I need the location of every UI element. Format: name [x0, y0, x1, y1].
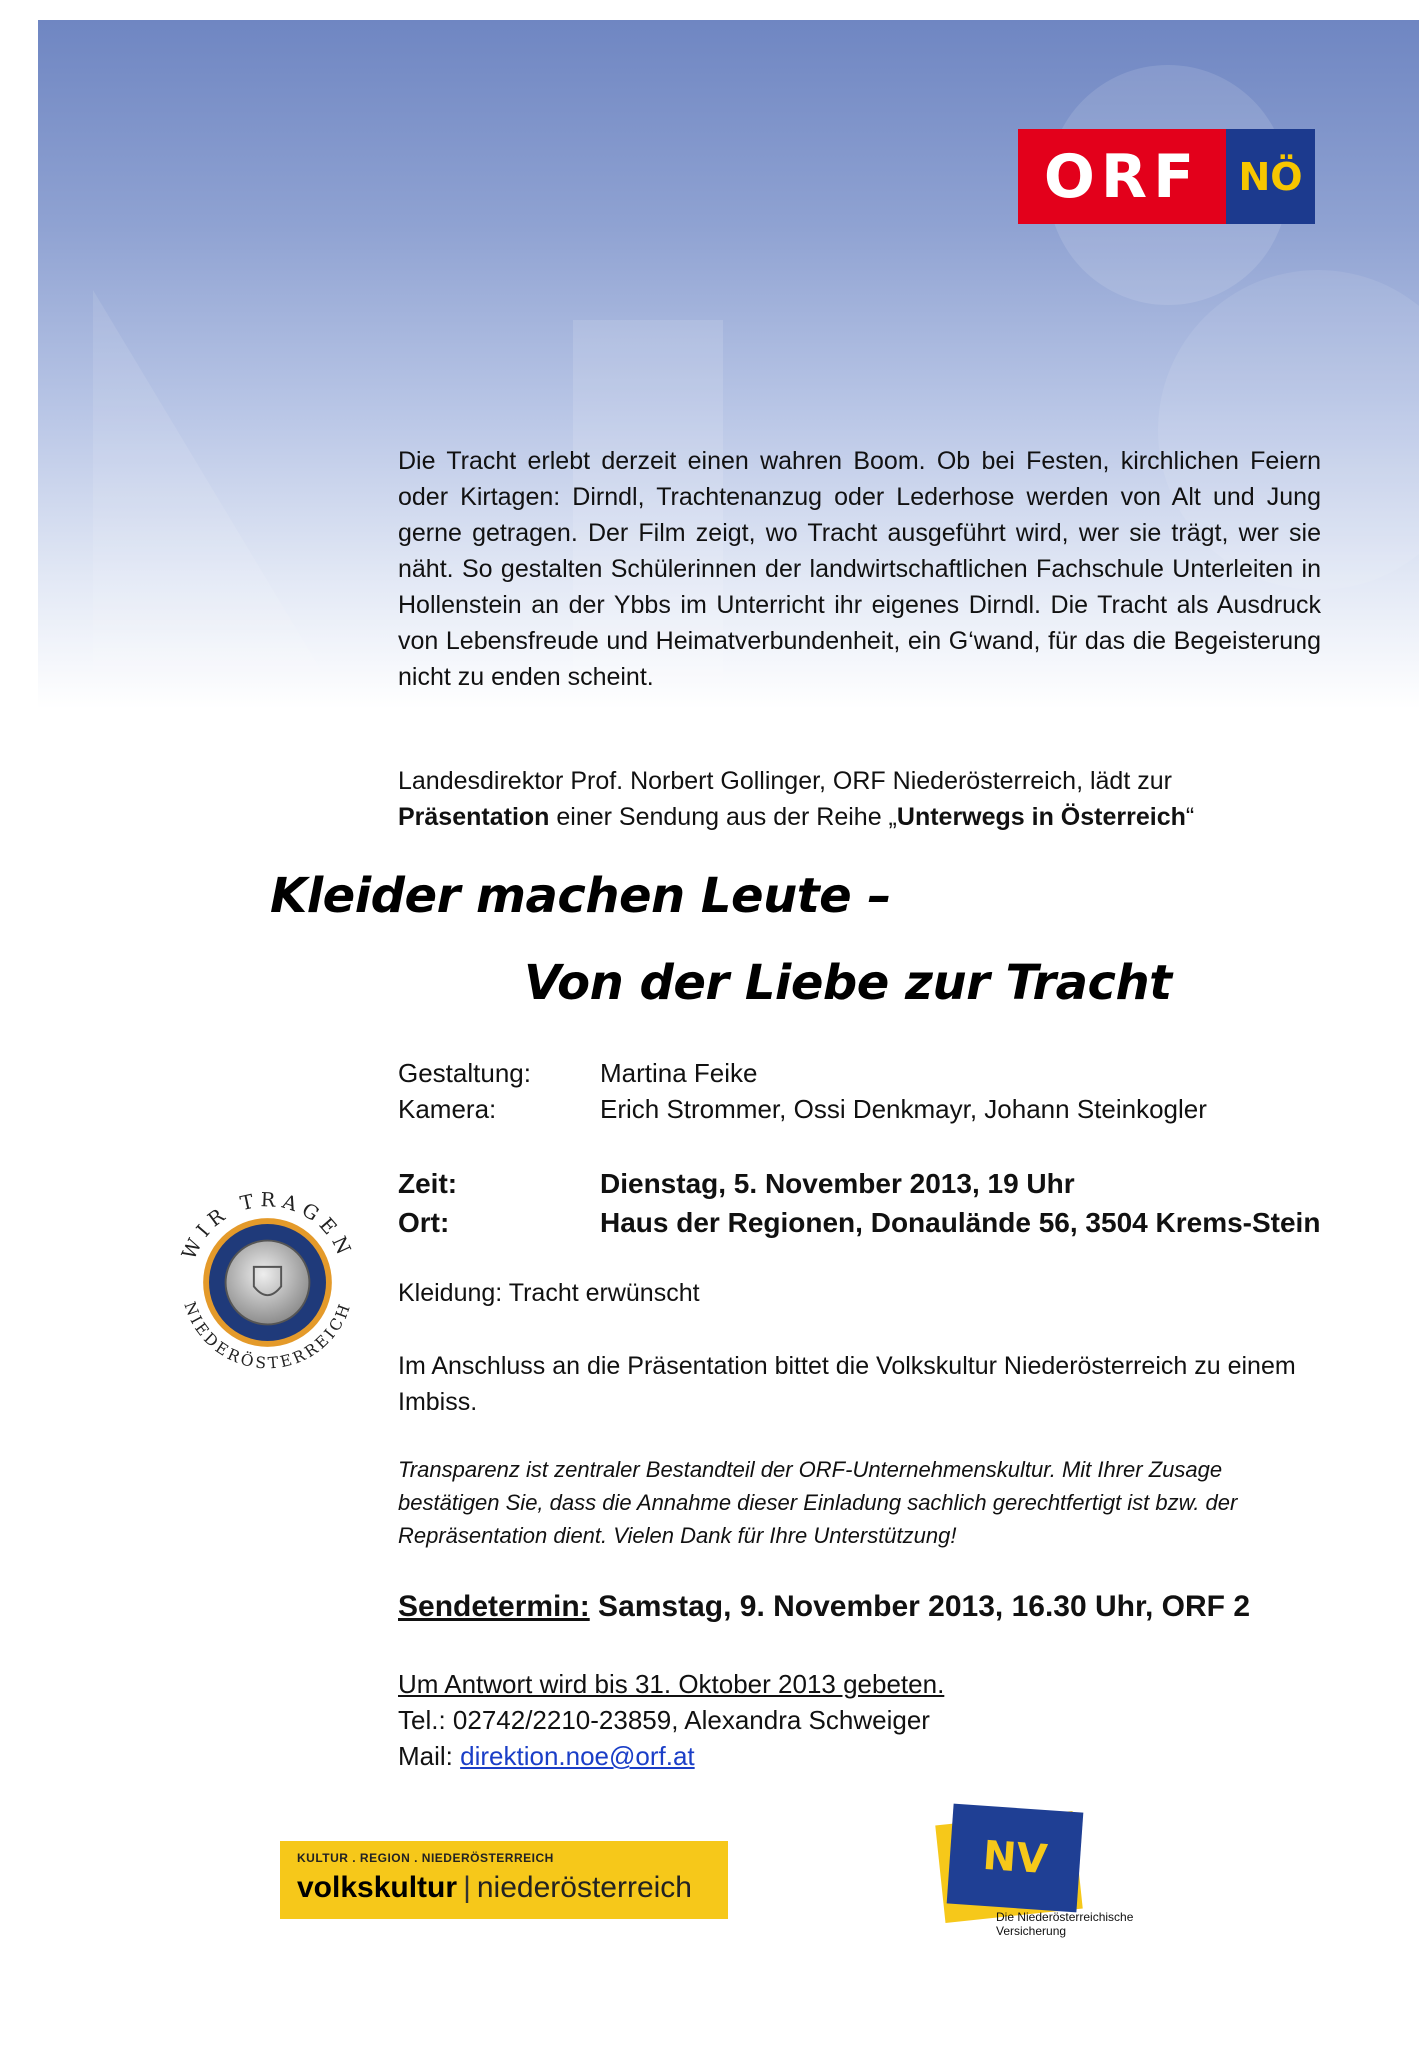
credit-row — [398, 1058, 758, 1089]
event-time-row — [398, 1168, 1075, 1200]
credit-value: Erich Strommer, Ossi Denkmayr, Johann Steinkogler — [600, 1094, 1207, 1124]
transparency-note: Transparenz ist zentraler Bestandteil der ORF-Unternehmenskultur. Mit Ihrer Zusage bestätigen Sie, dass die Annahme dieser Einladung sachlich gerechtfertigt ist bzw. der Repräsentation dient. Vielen Dank für Ihre Unterstützung! — [398, 1457, 1238, 1548]
orf-noe-logo — [1018, 129, 1315, 224]
nv-caption — [996, 1910, 1176, 1938]
event-label: Zeit: — [398, 1168, 458, 1199]
volkskultur-region: niederösterreich — [476, 1871, 692, 1904]
mail-label: Mail: — [398, 1741, 461, 1771]
seal-button — [226, 1241, 310, 1325]
nv-mark: NV — [981, 1832, 1049, 1884]
close-quote: “ — [1185, 803, 1195, 831]
credit-row — [398, 1094, 1207, 1125]
credit-label: Gestaltung: — [398, 1058, 531, 1088]
reception-note: Im Anschluss an die Präsentation bittet die Volkskultur Niederösterreich zu einem Imbiss. — [398, 1352, 1296, 1416]
broadcast-label: Sendetermin: — [398, 1590, 590, 1623]
series-name: Unterwegs in Österreich — [896, 803, 1186, 831]
decor-triangle — [93, 290, 393, 790]
volkskultur-name: volkskultur — [297, 1871, 458, 1904]
event-value: Dienstag, 5. November 2013, 19 Uhr — [600, 1168, 1075, 1199]
nv-caption-line1: Die Niederösterreichische — [996, 1910, 1134, 1924]
rsvp-note: Um Antwort wird bis 31. Oktober 2013 gebeten. — [398, 1669, 945, 1699]
broadcast-date — [398, 1590, 1250, 1624]
noe-logo-text: NÖ — [1226, 129, 1315, 224]
wir-tragen-seal — [170, 1185, 365, 1380]
seal-top-text: WIR TRAGEN — [177, 1188, 358, 1264]
seal-bottom-text: NIEDERÖSTERREICH — [180, 1299, 355, 1373]
invitation-bold: Präsentation — [398, 803, 550, 831]
phone-contact: Tel.: 02742/2210-23859, Alexandra Schweiger — [398, 1705, 930, 1735]
invitation-line1: Landesdirektor Prof. Norbert Gollinger, ORF Niederösterreich, lädt zur — [398, 767, 1172, 795]
contact-block — [398, 1666, 944, 1774]
dress-code: Kleidung: Tracht erwünscht — [398, 1279, 700, 1307]
volkskultur-tagline: KULTUR . REGION . NIEDERÖSTERREICH — [297, 1851, 554, 1865]
nv-caption-line2: Versicherung — [996, 1924, 1067, 1938]
intro-paragraph: Die Tracht erlebt derzeit einen wahren Boom. Ob bei Festen, kirchlichen Feiern oder Kirtagen: Dirndl, Trachtenanzug oder Lederhose werden von Alt und Jung gerne getragen. Der Film zeigt, wo Tracht ausgeführt wird, wer sie trägt, wer sie näht. So gestalten Schülerinnen der landwirtschaftlichen Fachschule Unterleiten in Hollenstein an der Ybbs im Unterricht ihr eigenes Dirndl. Die Tracht als Ausdruck von Lebensfreude und Heimatverbundenheit, ein G‘wand, für das die Begeisterung nicht zu enden scheint. — [398, 447, 1321, 691]
invitation-text — [398, 763, 1321, 835]
credit-label: Kamera: — [398, 1094, 497, 1124]
event-label: Ort: — [398, 1207, 450, 1238]
nv-blue-square — [947, 1804, 1084, 1913]
credit-value: Martina Feike — [600, 1058, 758, 1088]
event-value: Haus der Regionen, Donaulände 56, 3504 Krems-Stein — [600, 1207, 1321, 1238]
invitation-middle: einer Sendung aus der Reihe „ — [549, 803, 897, 831]
title-line1: Kleider machen Leute – — [270, 868, 891, 924]
email-link[interactable]: direktion.noe@orf.at — [460, 1741, 695, 1771]
volkskultur-logo — [280, 1841, 728, 1919]
event-location-row — [398, 1207, 1320, 1239]
title-line2: Von der Liebe zur Tracht — [524, 955, 1172, 1011]
orf-logo-text: ORF — [1018, 129, 1226, 224]
nv-insurance-logo — [940, 1808, 1180, 1944]
broadcast-value: Samstag, 9. November 2013, 16.30 Uhr, ORF 2 — [589, 1590, 1251, 1623]
volkskultur-wordmark: volkskultur | niederösterreich — [297, 1871, 692, 1904]
